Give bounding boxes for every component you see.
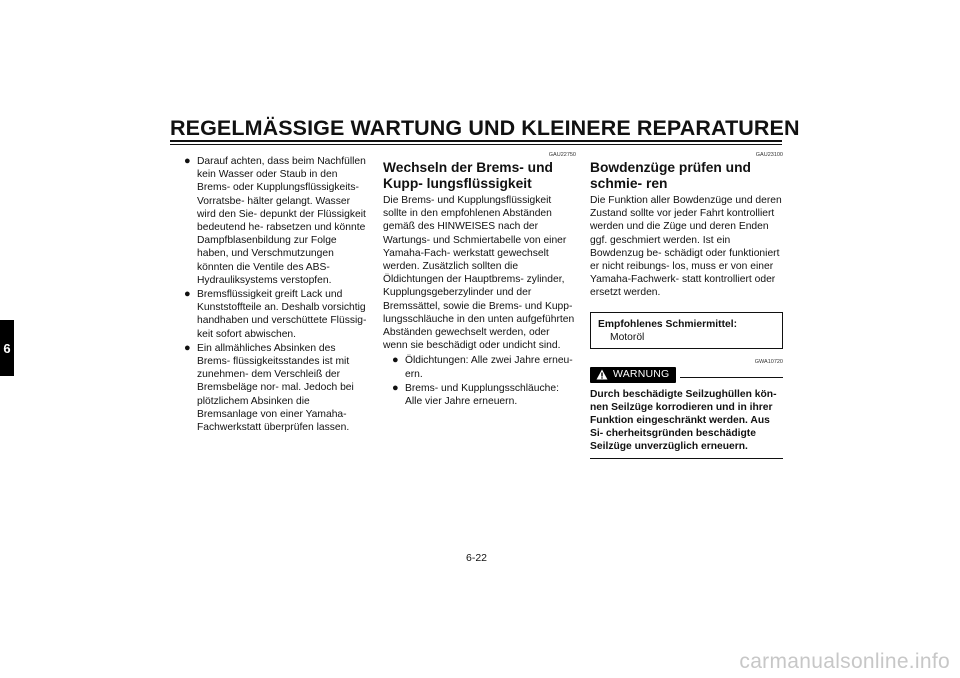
- warning-code: GWA10720: [754, 358, 783, 365]
- bullet-list: [183, 155, 369, 434]
- page-number: 6-22: [466, 552, 488, 564]
- bullet-text: Bremsflüssigkeit greift Lack und Kunststoffteile an. Deshalb vorsichtig handhaben und verschüttete Flüssig- keit sofort abwischen.: [197, 289, 367, 340]
- warning-rule: [680, 377, 783, 378]
- section-body: Die Funktion aller Bowdenzüge und deren Zustand sollte vor jeder Fahrt kontrolliert werden und die Züge und deren Enden ggf. geschmiert werden. Ist ein Bowdenzug be- schädigt oder funktioniert er nicht reibungs- los, muss er von einer Yamaha-Fachwerk- statt kontrolliert oder ersetzt werden.: [590, 195, 782, 299]
- page-title: REGELMÄSSIGE WARTUNG UND KLEINERE REPARATUREN: [170, 116, 800, 140]
- list-item: [391, 382, 576, 408]
- bullet-text: Darauf achten, dass beim Nachfüllen kein Wasser oder Staub in den Brems- oder Kupplungsflüssigkeits-Vorratsbe- hälter gelangt. Wasser wird den Sie- depunkt der Flüssigkeit bedeutend he- rabsetzen und könnte Dampfblasenbildung zur Folge haben, und Verschmutzungen könnten die Ventile des ABS-Hydrauliksystems verstopfen.: [197, 156, 366, 286]
- list-item: [183, 342, 369, 434]
- column-1: [183, 155, 369, 435]
- warning-badge: [590, 367, 676, 383]
- column-3: [590, 152, 783, 459]
- section-body: Die Brems- und Kupplungsflüssigkeit sollte in den empfohlenen Abständen gemäß des HINWEISES nach der Wartungs- und Schmiertabelle von einer Yamaha-Fach- werkstatt gewechselt werden. Zusätzlich sollten die Öldichtungen der Hauptbrems- zylinder, Kupplungsgeberzylinder und der Bremssättel, sowie die Brems- und Kupp- lungsschläuche in den unten aufgeführten Abständen gewechselt werden, oder wenn sie beschädigt oder undicht sind.: [383, 195, 575, 352]
- section-code: GAU23100: [755, 152, 783, 158]
- bullet-text: Brems- und Kupplungsschläuche: Alle vier Jahre erneuern.: [405, 382, 559, 408]
- column-2: [383, 152, 576, 409]
- bullet-icon: ●: [184, 288, 191, 301]
- warning-bottom-rule: [590, 458, 783, 459]
- section-heading: Bowdenzüge prüfen und schmie- ren: [590, 160, 751, 191]
- title-rule-thin: [170, 144, 782, 145]
- bullet-icon: ●: [392, 354, 399, 367]
- warning-triangle-icon: [596, 369, 608, 380]
- lubricant-box: [590, 312, 783, 349]
- warning-text: Durch beschädigte Seilzughüllen kön- nen Seilzüge korrodieren und in ihrer Funktion eingeschränkt werden. Aus Si- cherheitsgründen beschädigte Seilzüge unverzüglich erneuern.: [590, 388, 777, 453]
- bullet-icon: ●: [184, 341, 191, 354]
- warning-label: WARNUNG: [613, 368, 670, 381]
- list-item: [183, 288, 369, 341]
- section-code: GAU22750: [548, 152, 576, 158]
- section-heading: Wechseln der Brems- und Kupp- lungsflüssigkeit: [383, 160, 553, 191]
- lubricant-box-value: Motoröl: [610, 331, 645, 343]
- chapter-tab: 6: [0, 320, 14, 376]
- bullet-icon: ●: [184, 155, 191, 167]
- bullet-icon: ●: [392, 381, 399, 394]
- title-rule-thick: [170, 140, 782, 142]
- list-item: [391, 354, 576, 380]
- watermark: carmanualsonline.info: [739, 650, 950, 673]
- warning-header: [590, 367, 783, 383]
- list-item: [183, 155, 369, 287]
- lubricant-box-title: Empfohlenes Schmiermittel:: [598, 318, 738, 330]
- bullet-list: [391, 354, 576, 408]
- bullet-text: Ein allmähliches Absinken des Brems- flüssigkeitsstandes ist mit zunehmen- dem Verschleiß der Bremsbeläge nor- mal. Jedoch bei plötzlichem Absinken die Bremsanlage von einer Yamaha- Fachwerkstatt überprüfen lassen.: [197, 342, 354, 434]
- bullet-text: Öldichtungen: Alle zwei Jahre erneu- ern.: [405, 355, 573, 380]
